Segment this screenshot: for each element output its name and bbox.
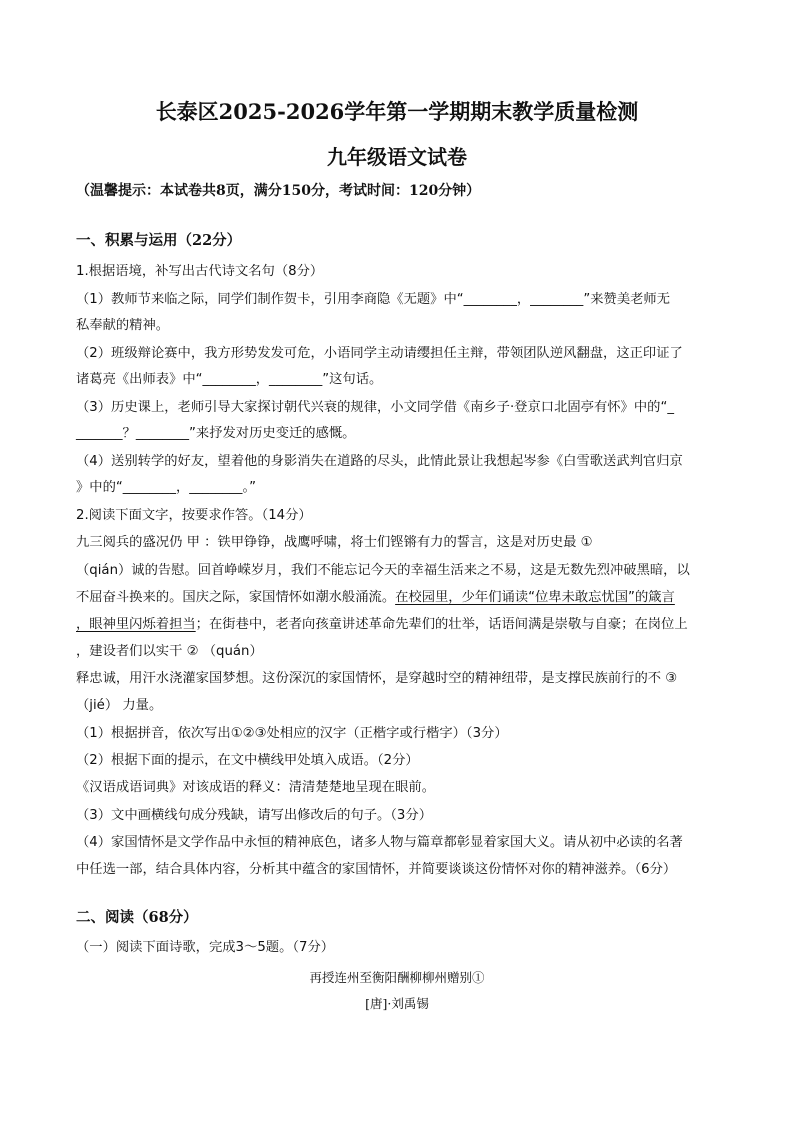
question-1-line: 》中的“________，________。” bbox=[76, 480, 256, 495]
question-2-stem: 2.阅读下面文字，按要求作答。（14分） bbox=[76, 508, 312, 523]
section-2-heading: 二、阅读（68分） bbox=[76, 909, 198, 926]
question-1-line: _______？________”来抒发对历史变迁的感慨。 bbox=[76, 426, 356, 441]
question-1-line: （2）班级辩论赛中，我方形势发发可危，小语同学主动请缨担任主辩，带领团队逆风翻盘，这正印证了 bbox=[76, 346, 683, 361]
passage-line: 九三阅兵的盛况仍 甲 ：铁甲铮铮，战鹰呼啸，将士们铿锵有力的誓言，这是对历史最 ① bbox=[76, 535, 593, 550]
question-1-line: 诸葛亮《出师表》中“________，________”这句话。 bbox=[76, 372, 383, 387]
sub-question: 《汉语成语词典》对该成语的释义：清清楚楚地呈现在眼前。 bbox=[76, 780, 436, 795]
question-1-line: （3）历史课上，老师引导大家探讨朝代兴衰的规律，小文同学借《南乡子·登京口北固亭有怀》中的“_ bbox=[76, 400, 674, 415]
passage-line bbox=[76, 588, 675, 608]
section-1-heading: 一、积累与运用（22分） bbox=[76, 232, 242, 249]
question-1-line: （1）教师节来临之际，同学们制作贺卡，引用李商隐《无题》中“________，________”来赞美老师无 bbox=[76, 292, 671, 307]
sub-question: （2）根据下面的提示，在文中横线甲处填入成语。（2分） bbox=[76, 753, 419, 768]
exam-tip: （温馨提示：本试卷共8页，满分150分，考试时间：120分钟） bbox=[76, 183, 481, 199]
passage-line bbox=[76, 615, 688, 635]
underlined-sentence: ，眼神里闪烁着担当 bbox=[76, 617, 196, 632]
reading-part-1: （一）阅读下面诗歌，完成3～5题。（7分） bbox=[76, 940, 335, 955]
sub-question: 中任选一部，结合具体内容，分析其中蕴含的家国情怀，并简要谈谈这份情怀对你的精神滋养。（6分） bbox=[76, 862, 677, 877]
exam-title: 长泰区2025-2026学年第一学期期末教学质量检测 bbox=[155, 99, 639, 124]
passage-text: 不屈奋斗换来的。国庆之际，家国情怀如潮水般涌流。 bbox=[76, 590, 396, 605]
question-1-stem: 1.根据语境，补写出古代诗文名句（8分） bbox=[76, 264, 324, 279]
poem-author: [唐]·刘禹锡 bbox=[365, 996, 429, 1011]
passage-line: （qián）诚的告慰。回首峥嵘岁月，我们不能忘记今天的幸福生活来之不易，这是无数先烈冲破黑暗，以 bbox=[76, 563, 690, 578]
question-1-line: （4）送别转学的好友，望着他的身影消失在道路的尽头，此情此景让我想起岑参《白雪歌送武判官归京 bbox=[76, 454, 683, 469]
sub-question: （3）文中画横线句成分残缺，请写出修改后的句子。（3分） bbox=[76, 808, 432, 823]
underlined-sentence: 在校园里，少年们诵读“位卑未敢忘忧国”的箴言 bbox=[395, 590, 675, 605]
sub-question: （4）家国情怀是文学作品中永恒的精神底色，诸多人物与篇章都彰显着家国大义。请从初中必读的名著 bbox=[76, 835, 683, 850]
exam-subtitle: 九年级语文试卷 bbox=[327, 145, 467, 169]
passage-line: 释忠诚，用汗水浇灌家国梦想。这份深沉的家国情怀，是穿越时空的精神纽带，是支撑民族前行的不 ③ bbox=[76, 671, 678, 686]
passage-line: （jié） 力量。 bbox=[76, 698, 163, 713]
passage-text: ；在街巷中，老者向孩童讲述革命先辈们的壮举，话语间满是崇敬与自豪；在岗位上 bbox=[195, 617, 688, 632]
poem-title: 再授连州至衡阳酬柳柳州赠别① bbox=[309, 970, 485, 985]
question-1-line: 私奉献的精神。 bbox=[76, 318, 170, 333]
passage-line: ，建设者们以实干 ② （quán） bbox=[76, 644, 263, 659]
sub-question: （1）根据拼音，依次写出①②③处相应的汉字（正楷字或行楷字）（3分） bbox=[76, 726, 508, 741]
